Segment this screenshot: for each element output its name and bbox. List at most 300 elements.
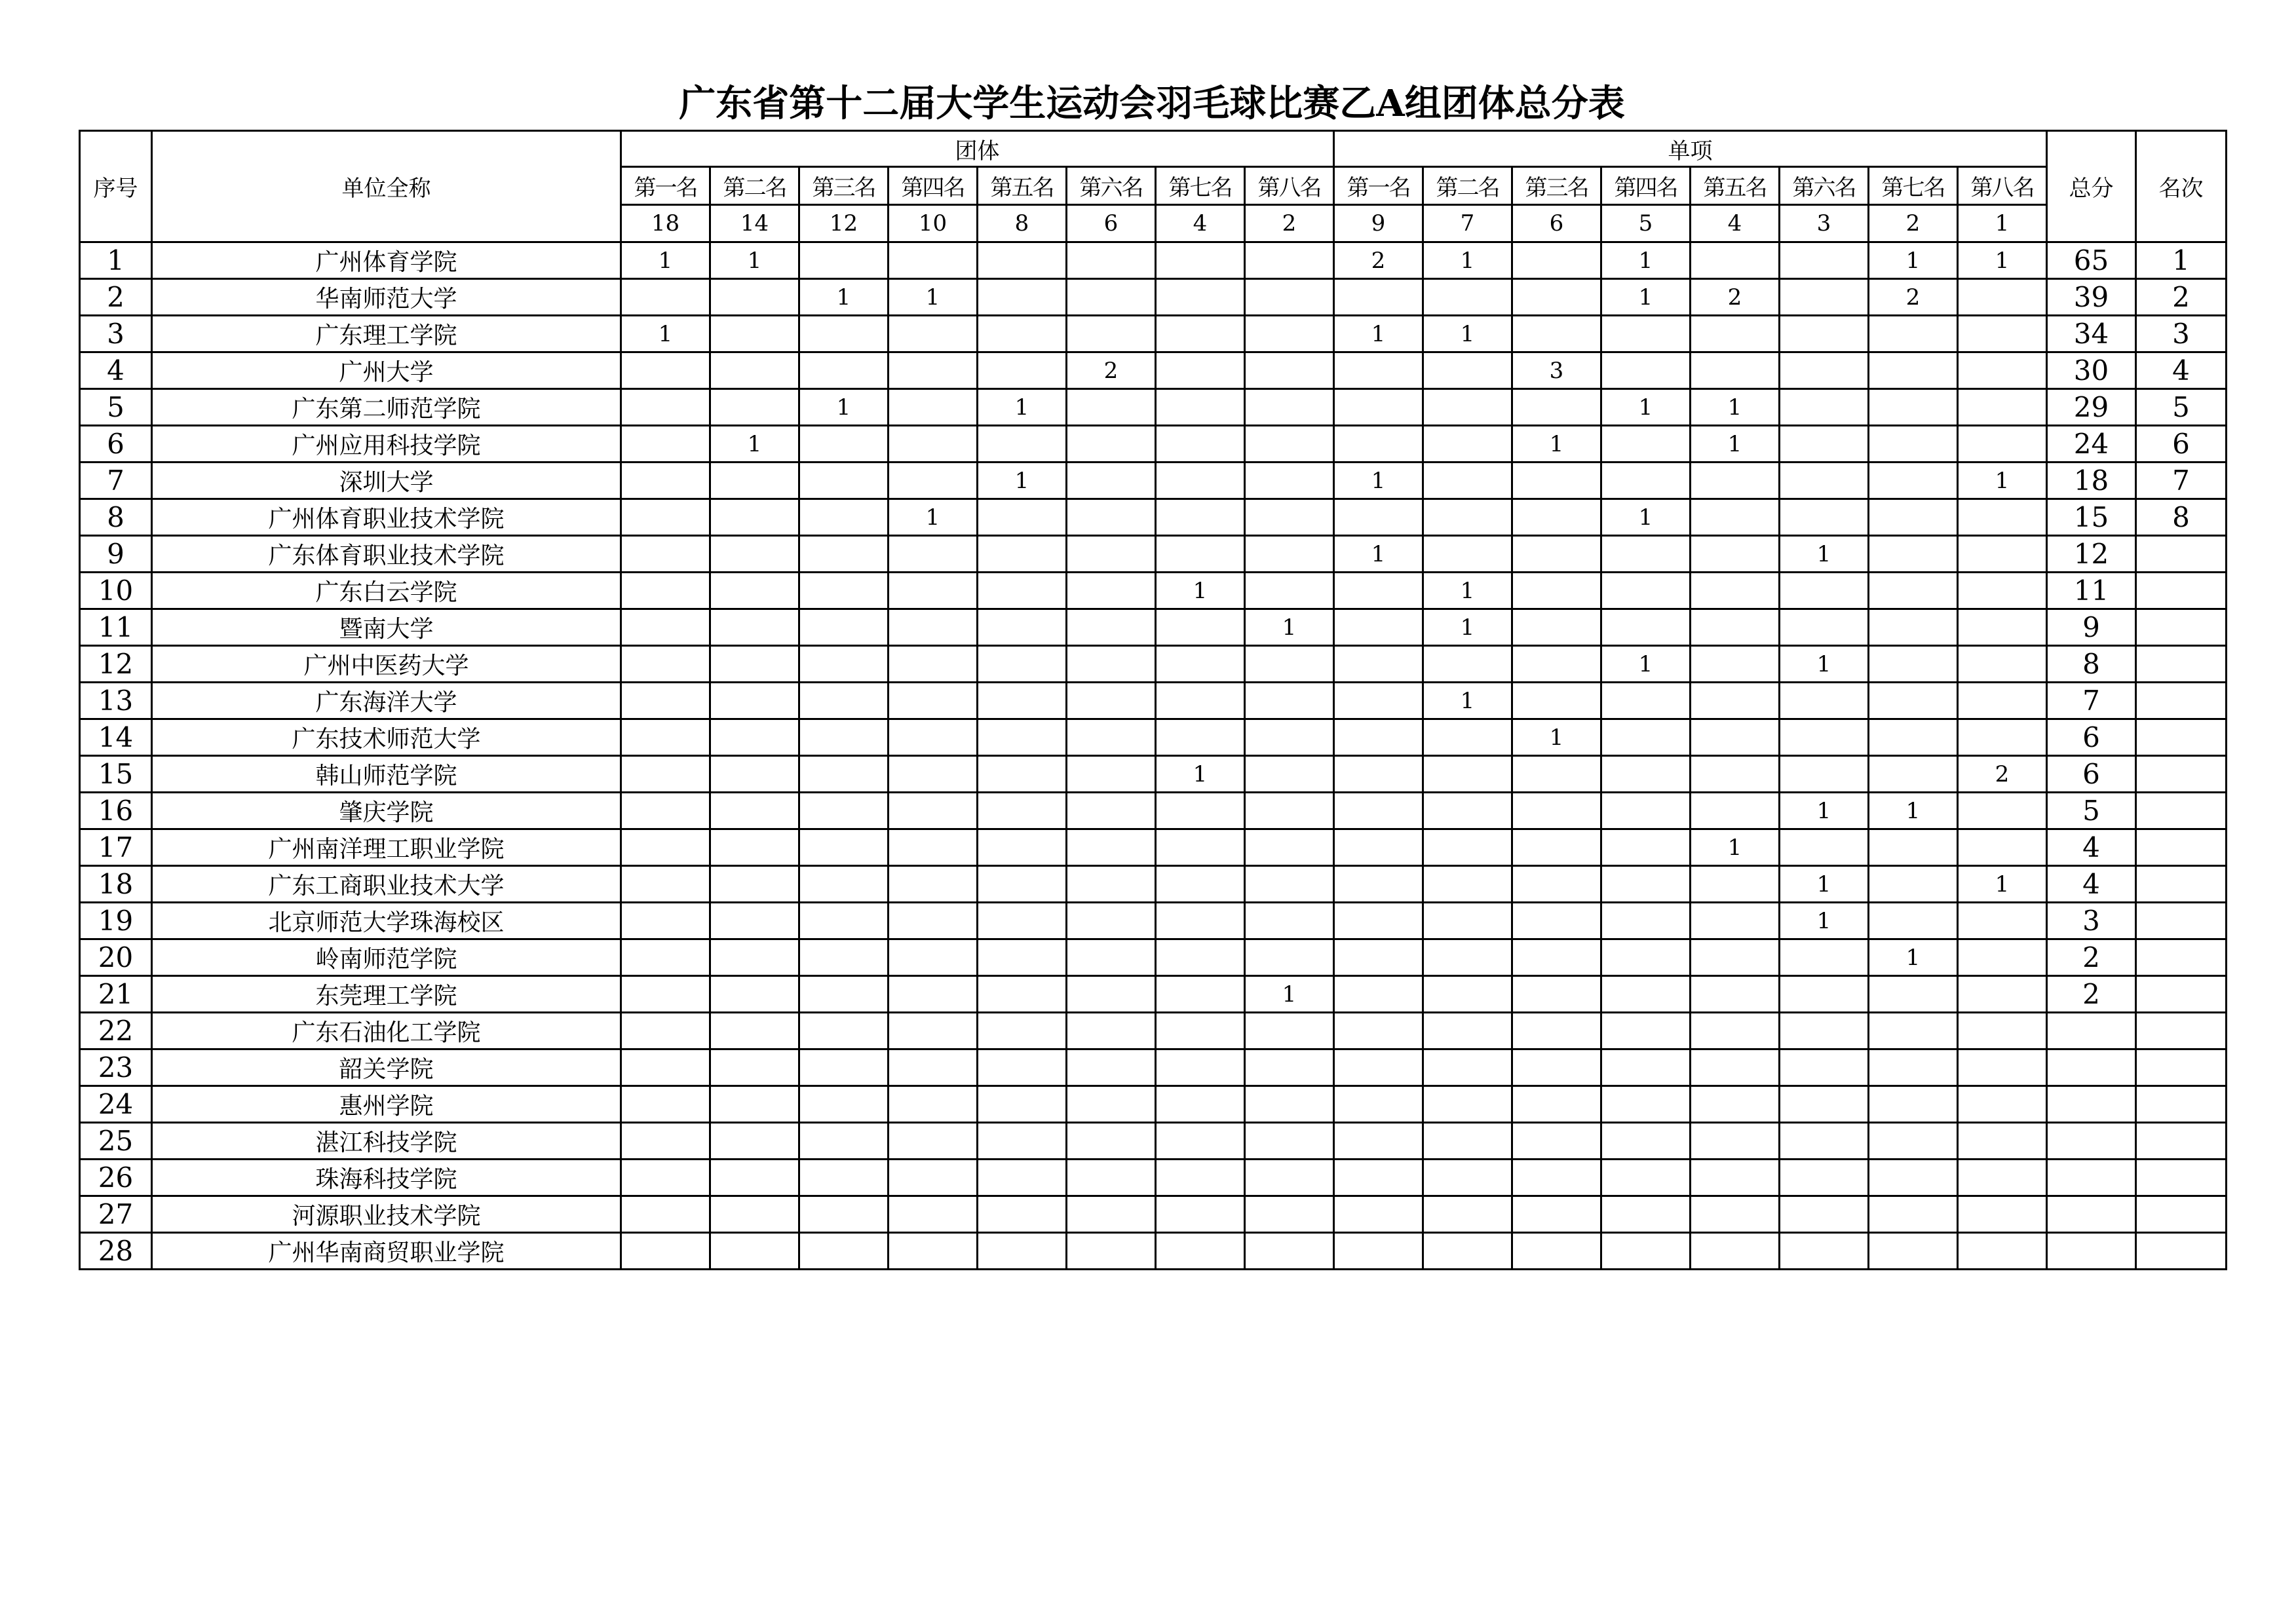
single-count-cell [1869, 316, 1958, 352]
single-count-cell [1423, 279, 1512, 316]
single-count-cell [1334, 976, 1423, 1013]
single-count-cell [1423, 1049, 1512, 1086]
single-count-cell [1780, 352, 1869, 389]
single-count-cell [1601, 573, 1691, 609]
team-count-cell [1067, 1086, 1156, 1123]
single-count-cell [1958, 1086, 2047, 1123]
team-count-cell [710, 1123, 799, 1160]
single-count-cell [1958, 903, 2047, 939]
team-count-cell [1245, 903, 1334, 939]
single-count-cell [1512, 793, 1601, 829]
seq-cell: 9 [80, 536, 152, 573]
team-count-cell [799, 499, 889, 536]
team-count-cell [978, 242, 1067, 279]
single-count-cell: 1 [1601, 646, 1691, 683]
single-count-cell [1334, 426, 1423, 463]
single-count-cell [1601, 463, 1691, 499]
place-cell [2136, 829, 2227, 866]
single-count-cell [1601, 939, 1691, 976]
single-points-header: 7 [1423, 205, 1512, 242]
total-cell: 12 [2047, 536, 2136, 573]
single-count-cell: 1 [1334, 463, 1423, 499]
single-count-cell [1512, 1196, 1601, 1233]
single-count-cell: 1 [1869, 793, 1958, 829]
single-count-cell [1334, 829, 1423, 866]
team-count-cell [1156, 939, 1245, 976]
unit-name-cell: 华南师范大学 [152, 279, 621, 316]
place-cell [2136, 1123, 2227, 1160]
table-row [80, 536, 2227, 573]
team-count-cell [978, 829, 1067, 866]
table-row [80, 793, 2227, 829]
single-count-cell [1423, 352, 1512, 389]
seq-header: 序号 [80, 131, 152, 242]
team-count-cell [978, 1086, 1067, 1123]
team-count-cell [1156, 646, 1245, 683]
team-count-cell: 1 [710, 426, 799, 463]
team-count-cell: 1 [889, 279, 978, 316]
total-cell: 11 [2047, 573, 2136, 609]
seq-cell: 19 [80, 903, 152, 939]
unit-header: 单位全称 [152, 131, 621, 242]
single-count-cell [1512, 939, 1601, 976]
team-count-cell [978, 426, 1067, 463]
team-count-cell [978, 1049, 1067, 1086]
team-count-cell [799, 1233, 889, 1270]
team-count-cell [1245, 463, 1334, 499]
team-count-cell [889, 536, 978, 573]
place-cell [2136, 646, 2227, 683]
seq-cell: 28 [80, 1233, 152, 1270]
team-count-cell [799, 536, 889, 573]
team-count-cell [799, 829, 889, 866]
single-count-cell [1958, 499, 2047, 536]
team-count-cell [978, 1233, 1067, 1270]
total-cell [2047, 1123, 2136, 1160]
single-count-cell [1958, 829, 2047, 866]
single-count-cell [1334, 646, 1423, 683]
team-count-cell [1156, 1196, 1245, 1233]
team-count-cell [1245, 426, 1334, 463]
team-count-cell [1067, 1123, 1156, 1160]
single-count-cell [1780, 976, 1869, 1013]
team-count-cell [1156, 279, 1245, 316]
single-count-cell [1691, 793, 1780, 829]
single-count-cell [1958, 609, 2047, 646]
team-count-cell [978, 866, 1067, 903]
table-row [80, 463, 2227, 499]
place-cell [2136, 976, 2227, 1013]
single-count-cell [1691, 316, 1780, 352]
team-count-cell [1067, 242, 1156, 279]
team-count-cell: 1 [1245, 609, 1334, 646]
seq-cell: 2 [80, 279, 152, 316]
team-count-cell [1067, 793, 1156, 829]
single-count-cell [1780, 499, 1869, 536]
team-count-cell [1156, 1013, 1245, 1049]
unit-name-cell: 广州华南商贸职业学院 [152, 1233, 621, 1270]
single-count-cell: 1 [1601, 389, 1691, 426]
team-count-cell [1156, 683, 1245, 719]
team-count-cell [621, 939, 710, 976]
single-count-cell [1512, 279, 1601, 316]
team-count-cell [1245, 389, 1334, 426]
single-count-cell [1691, 1123, 1780, 1160]
team-count-cell [799, 793, 889, 829]
team-count-cell: 1 [799, 389, 889, 426]
team-count-cell [799, 756, 889, 793]
team-count-cell [799, 426, 889, 463]
unit-name-cell: 岭南师范学院 [152, 939, 621, 976]
team-count-cell [621, 756, 710, 793]
single-count-cell [1780, 1086, 1869, 1123]
single-count-cell [1691, 756, 1780, 793]
seq-cell: 10 [80, 573, 152, 609]
team-count-cell [889, 1160, 978, 1196]
unit-name-cell: 韶关学院 [152, 1049, 621, 1086]
single-count-cell [1512, 1160, 1601, 1196]
team-count-cell [889, 1196, 978, 1233]
team-count-cell [889, 1233, 978, 1270]
team-count-cell [799, 939, 889, 976]
single-count-cell [1958, 1049, 2047, 1086]
unit-name-cell: 深圳大学 [152, 463, 621, 499]
single-count-cell [1512, 573, 1601, 609]
single-count-cell [1691, 1086, 1780, 1123]
team-count-cell [978, 609, 1067, 646]
total-cell: 4 [2047, 829, 2136, 866]
single-count-cell [1780, 939, 1869, 976]
single-count-cell [1958, 683, 2047, 719]
table-body [80, 242, 2227, 1270]
team-count-cell [710, 1196, 799, 1233]
total-cell: 8 [2047, 646, 2136, 683]
single-count-cell [1958, 1160, 2047, 1196]
team-count-cell [978, 352, 1067, 389]
table-row [80, 316, 2227, 352]
single-count-cell [1334, 279, 1423, 316]
single-rank-header: 第五名 [1691, 167, 1780, 205]
seq-cell: 7 [80, 463, 152, 499]
single-count-cell [1958, 389, 2047, 426]
single-count-cell: 1 [1958, 242, 2047, 279]
team-count-cell [1156, 536, 1245, 573]
total-cell [2047, 1013, 2136, 1049]
single-count-cell [1780, 756, 1869, 793]
single-count-cell [1512, 242, 1601, 279]
team-count-cell [1067, 1196, 1156, 1233]
single-count-cell [1958, 939, 2047, 976]
place-cell [2136, 1049, 2227, 1086]
single-count-cell [1334, 1049, 1423, 1086]
team-count-cell [1245, 573, 1334, 609]
seq-cell: 8 [80, 499, 152, 536]
single-count-cell [1601, 976, 1691, 1013]
team-count-cell [1245, 352, 1334, 389]
place-cell: 3 [2136, 316, 2227, 352]
team-count-cell [889, 866, 978, 903]
team-count-cell [710, 719, 799, 756]
team-count-cell [799, 573, 889, 609]
single-count-cell [1334, 683, 1423, 719]
place-cell [2136, 536, 2227, 573]
table-row [80, 1160, 2227, 1196]
single-count-cell [1334, 939, 1423, 976]
single-count-cell [1869, 1233, 1958, 1270]
single-count-cell [1869, 1049, 1958, 1086]
team-count-cell [1245, 1233, 1334, 1270]
team-count-cell [621, 463, 710, 499]
team-points-header: 14 [710, 205, 799, 242]
team-rank-header: 第六名 [1067, 167, 1156, 205]
team-count-cell [1156, 242, 1245, 279]
single-points-header: 5 [1601, 205, 1691, 242]
table-row [80, 866, 2227, 903]
team-count-cell [978, 316, 1067, 352]
single-count-cell [1512, 316, 1601, 352]
team-count-cell [621, 1086, 710, 1123]
total-cell [2047, 1233, 2136, 1270]
single-count-cell [1512, 646, 1601, 683]
team-count-cell [1067, 903, 1156, 939]
team-count-cell [1156, 1049, 1245, 1086]
place-cell: 2 [2136, 279, 2227, 316]
team-count-cell [710, 1049, 799, 1086]
total-cell: 7 [2047, 683, 2136, 719]
single-count-cell [1780, 829, 1869, 866]
single-count-cell [1780, 1123, 1869, 1160]
single-count-cell: 1 [1423, 316, 1512, 352]
single-rank-header: 第七名 [1869, 167, 1958, 205]
team-count-cell [710, 536, 799, 573]
single-count-cell: 1 [1691, 389, 1780, 426]
team-count-cell [1245, 1013, 1334, 1049]
single-points-header: 2 [1869, 205, 1958, 242]
team-count-cell [1245, 1196, 1334, 1233]
team-count-cell [1156, 499, 1245, 536]
single-count-cell [1958, 719, 2047, 756]
team-count-cell [978, 279, 1067, 316]
team-count-cell [889, 939, 978, 976]
single-count-cell [1691, 573, 1780, 609]
unit-name-cell: 肇庆学院 [152, 793, 621, 829]
seq-cell: 6 [80, 426, 152, 463]
team-count-cell [1245, 536, 1334, 573]
seq-cell: 1 [80, 242, 152, 279]
single-count-cell [1423, 426, 1512, 463]
single-count-cell [1780, 1013, 1869, 1049]
single-count-cell: 1 [1334, 536, 1423, 573]
team-count-cell [889, 1049, 978, 1086]
single-count-cell [1869, 1013, 1958, 1049]
single-count-cell [1423, 756, 1512, 793]
total-cell: 3 [2047, 903, 2136, 939]
single-count-cell [1780, 1233, 1869, 1270]
team-count-cell [889, 756, 978, 793]
unit-name-cell: 广州大学 [152, 352, 621, 389]
team-count-cell [1156, 1233, 1245, 1270]
total-cell: 6 [2047, 756, 2136, 793]
single-count-cell [1512, 536, 1601, 573]
unit-name-cell: 广州应用科技学院 [152, 426, 621, 463]
total-cell [2047, 1049, 2136, 1086]
team-count-cell [1156, 1123, 1245, 1160]
single-points-header: 9 [1334, 205, 1423, 242]
team-points-header: 8 [978, 205, 1067, 242]
seq-cell: 12 [80, 646, 152, 683]
team-count-cell [889, 389, 978, 426]
team-points-header: 10 [889, 205, 978, 242]
single-points-header: 1 [1958, 205, 2047, 242]
seq-cell: 15 [80, 756, 152, 793]
team-points-header: 2 [1245, 205, 1334, 242]
single-count-cell [1334, 1123, 1423, 1160]
single-count-cell [1601, 1049, 1691, 1086]
seq-cell: 24 [80, 1086, 152, 1123]
single-count-cell [1512, 609, 1601, 646]
team-count-cell [799, 242, 889, 279]
single-count-cell [1780, 463, 1869, 499]
team-count-cell [889, 646, 978, 683]
place-header: 名次 [2136, 131, 2227, 242]
seq-cell: 20 [80, 939, 152, 976]
single-count-cell [1869, 829, 1958, 866]
table-row [80, 829, 2227, 866]
single-count-cell [1691, 463, 1780, 499]
team-count-cell [710, 756, 799, 793]
single-count-cell: 2 [1334, 242, 1423, 279]
team-count-cell [799, 609, 889, 646]
team-count-cell [799, 1013, 889, 1049]
single-count-cell [1334, 756, 1423, 793]
unit-name-cell: 广东理工学院 [152, 316, 621, 352]
team-count-cell [1067, 1013, 1156, 1049]
team-rank-header: 第七名 [1156, 167, 1245, 205]
unit-name-cell: 韩山师范学院 [152, 756, 621, 793]
place-cell [2136, 1233, 2227, 1270]
team-count-cell [1156, 793, 1245, 829]
team-count-cell [978, 939, 1067, 976]
single-count-cell [1423, 866, 1512, 903]
table-row [80, 1049, 2227, 1086]
page-title: 广东省第十二届大学生运动会羽毛球比赛乙A组团体总分表 [679, 82, 1625, 125]
team-count-cell [978, 793, 1067, 829]
team-count-cell [978, 499, 1067, 536]
team-count-cell [710, 352, 799, 389]
single-count-cell [1780, 242, 1869, 279]
seq-cell: 16 [80, 793, 152, 829]
team-count-cell [889, 793, 978, 829]
team-count-cell [1245, 1049, 1334, 1086]
team-count-cell [621, 1123, 710, 1160]
single-count-cell [1334, 389, 1423, 426]
single-count-cell [1691, 903, 1780, 939]
team-count-cell [799, 976, 889, 1013]
team-count-cell [978, 683, 1067, 719]
team-count-cell [1067, 316, 1156, 352]
table-row [80, 976, 2227, 1013]
single-count-cell: 1 [1423, 609, 1512, 646]
team-count-cell [621, 1049, 710, 1086]
single-count-cell: 1 [1423, 683, 1512, 719]
team-count-cell [1067, 609, 1156, 646]
place-cell: 1 [2136, 242, 2227, 279]
single-count-cell [1958, 1196, 2047, 1233]
single-count-cell [1691, 536, 1780, 573]
team-count-cell [1067, 719, 1156, 756]
seq-cell: 18 [80, 866, 152, 903]
team-count-cell [710, 903, 799, 939]
team-count-cell [889, 683, 978, 719]
single-count-cell [1601, 683, 1691, 719]
table-row [80, 719, 2227, 756]
team-count-cell [889, 573, 978, 609]
team-count-cell [799, 1086, 889, 1123]
single-count-cell [1512, 903, 1601, 939]
seq-cell: 14 [80, 719, 152, 756]
team-count-cell [1245, 1086, 1334, 1123]
total-cell: 9 [2047, 609, 2136, 646]
single-count-cell [1869, 1196, 1958, 1233]
team-count-cell [978, 903, 1067, 939]
single-count-cell [1780, 426, 1869, 463]
single-count-cell [1423, 1196, 1512, 1233]
table-row [80, 939, 2227, 976]
team-count-cell [889, 1086, 978, 1123]
team-count-cell [710, 646, 799, 683]
single-count-cell [1869, 719, 1958, 756]
team-count-cell [889, 242, 978, 279]
single-count-cell [1601, 316, 1691, 352]
team-count-cell [978, 536, 1067, 573]
single-count-cell [1691, 1160, 1780, 1196]
single-count-cell [1423, 463, 1512, 499]
team-count-cell [1067, 829, 1156, 866]
single-count-cell [1958, 352, 2047, 389]
team-count-cell [978, 1196, 1067, 1233]
seq-cell: 17 [80, 829, 152, 866]
table-row [80, 1233, 2227, 1270]
total-cell [2047, 1196, 2136, 1233]
single-count-cell: 1 [1780, 793, 1869, 829]
team-count-cell: 1 [799, 279, 889, 316]
single-count-cell [1334, 573, 1423, 609]
team-count-cell [621, 1013, 710, 1049]
team-count-cell [621, 499, 710, 536]
team-count-cell [889, 609, 978, 646]
team-count-cell [889, 352, 978, 389]
table-row [80, 609, 2227, 646]
place-cell [2136, 756, 2227, 793]
single-count-cell [1869, 756, 1958, 793]
single-count-cell [1601, 1233, 1691, 1270]
single-count-cell: 1 [1601, 279, 1691, 316]
team-count-cell [799, 1123, 889, 1160]
team-count-cell [1156, 389, 1245, 426]
team-count-cell [710, 1233, 799, 1270]
table-row [80, 646, 2227, 683]
team-count-cell [1067, 976, 1156, 1013]
place-cell [2136, 939, 2227, 976]
total-cell: 30 [2047, 352, 2136, 389]
team-count-cell [799, 1160, 889, 1196]
team-count-cell [889, 316, 978, 352]
team-count-cell [1156, 426, 1245, 463]
single-rank-header: 第四名 [1601, 167, 1691, 205]
single-count-cell [1958, 1013, 2047, 1049]
single-count-cell [1958, 316, 2047, 352]
single-count-cell [1601, 1196, 1691, 1233]
